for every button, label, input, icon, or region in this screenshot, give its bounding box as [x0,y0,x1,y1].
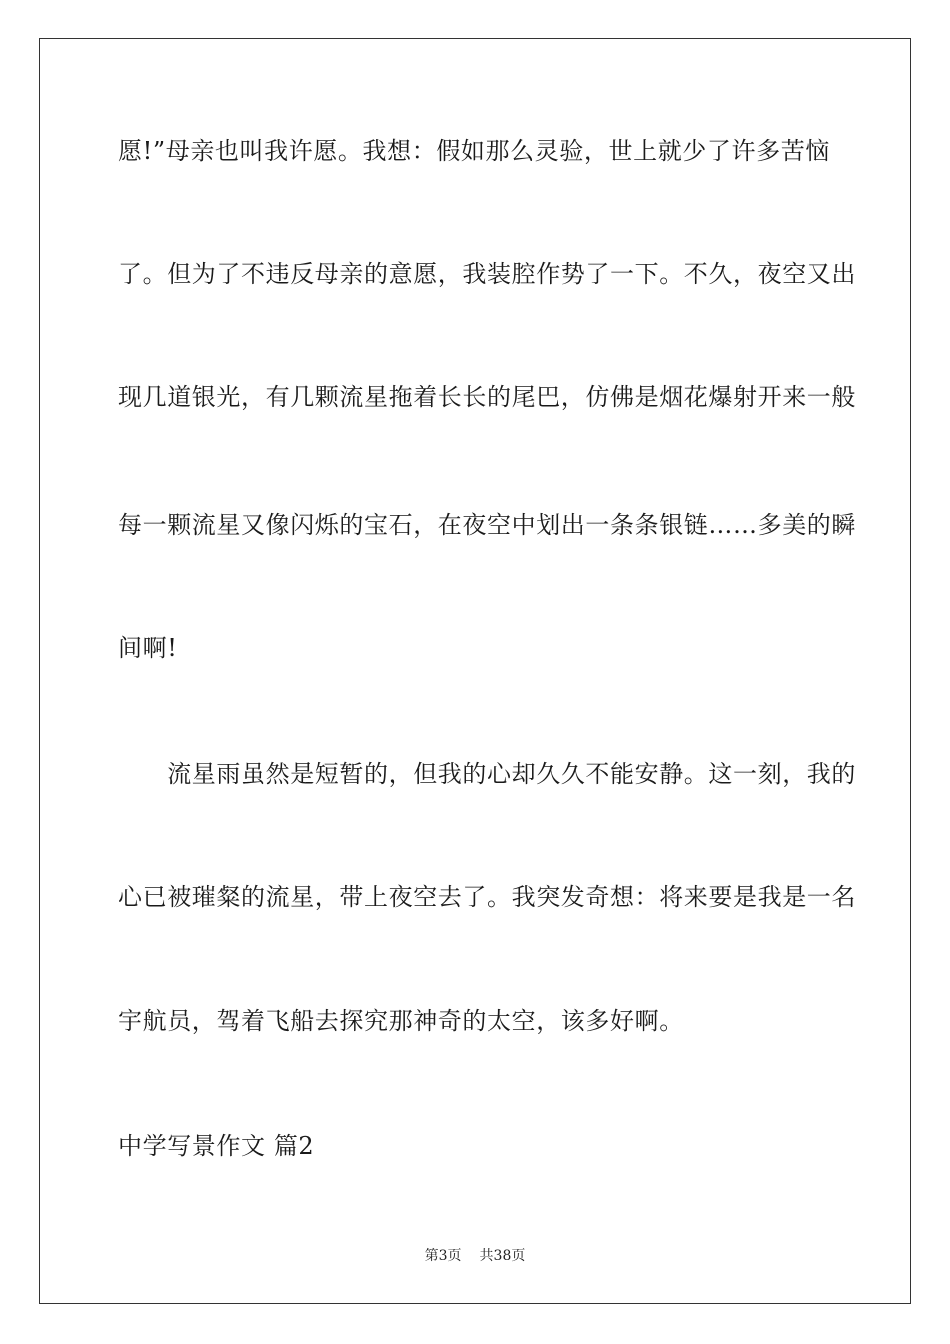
paragraph-line: 宇航员，驾着飞船去探究那神奇的太空，该多好啊。 [118,1007,684,1035]
paragraph-line: 现几道银光，有几颗流星拖着长长的尾巴，仿佛是烟花爆射开来一般 [118,383,856,411]
section-heading: 中学写景作文 篇2 [118,1132,315,1160]
page-border [39,38,911,1304]
paragraph-line: 愿!”母亲也叫我许愿。我想：假如那么灵验，世上就少了许多苦恼 [118,137,830,165]
paragraph-line: 间啊! [118,634,178,662]
page-total: 共38页 [479,1248,526,1264]
paragraph-line: 心已被璀粲的流星，带上夜空去了。我突发奇想：将来要是我是一名 [118,883,856,911]
page-number: 第3页 [424,1248,462,1264]
page-footer [0,1246,950,1266]
paragraph-line: 每一颗流星又像闪烁的宝石，在夜空中划出一条条银链……多美的瞬 [118,511,856,539]
paragraph-line: 了。但为了不违反母亲的意愿，我装腔作势了一下。不久，夜空又出 [118,260,856,288]
paragraph-line: 流星雨虽然是短暂的，但我的心却久久不能安静。这一刻，我的 [118,760,856,788]
